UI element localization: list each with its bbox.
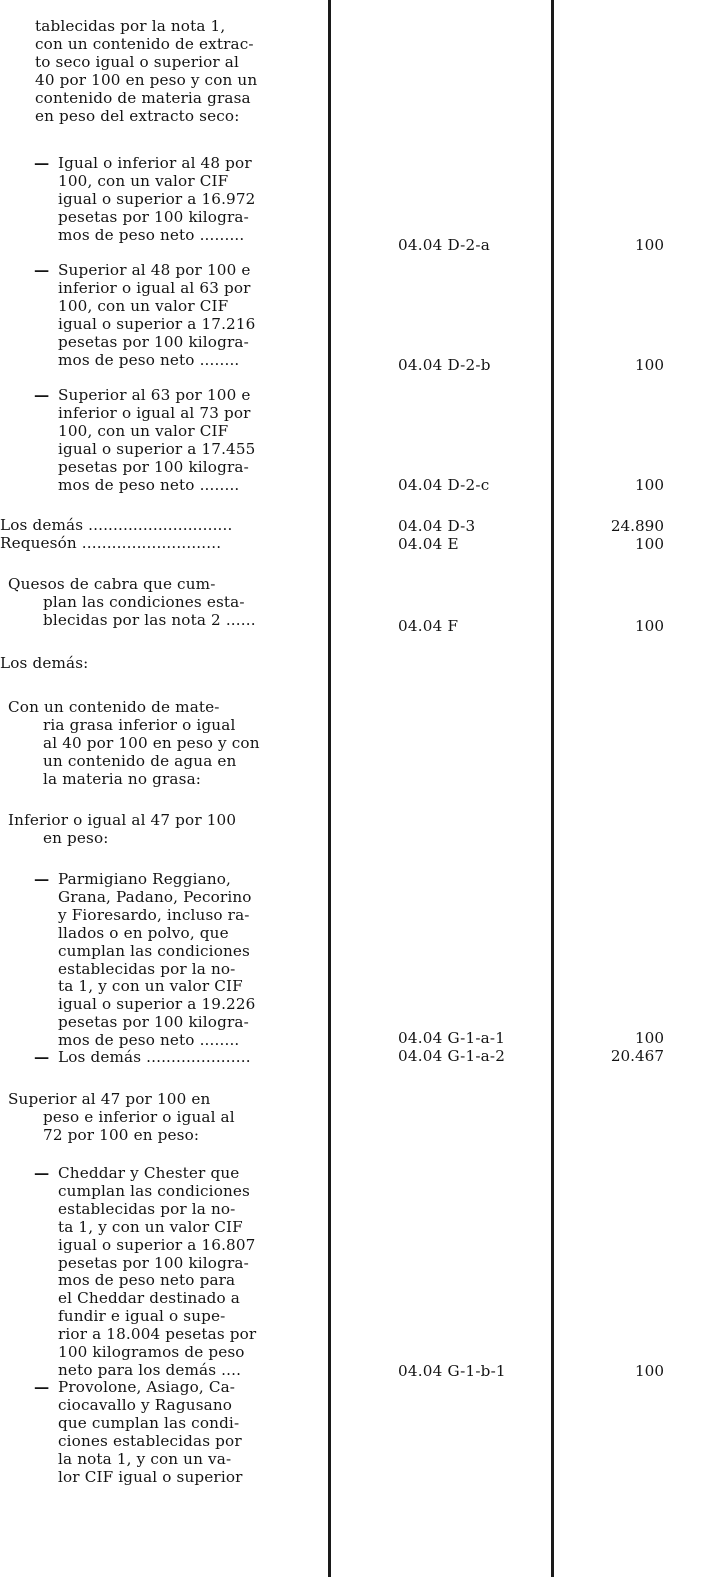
tariff-code: 04.04 G-1-a-2 — [398, 1047, 506, 1065]
item-f-description — [0, 576, 334, 630]
item-d2a-description — [0, 155, 326, 245]
em-dash-bullet: — — [34, 1048, 50, 1066]
text-line: en peso del extracto seco: — [35, 106, 240, 125]
tariff-code: 04.04 D-2-c — [398, 476, 490, 494]
text-line: 72 por 100 en peso: — [43, 1125, 200, 1144]
item-d3-description: Los demás ............................. — [0, 516, 233, 534]
tariff-code: 04.04 D-3 — [398, 517, 476, 535]
text-line: ta 1, y con un valor CIF — [58, 1217, 243, 1236]
text-line: cumplan las condiciones — [58, 1181, 250, 1200]
text-line: ta 1, y con un valor CIF — [58, 977, 243, 996]
text-line: contenido de materia grasa — [35, 88, 251, 107]
item-g1a1-description — [0, 871, 326, 1050]
em-dash-bullet: — — [34, 870, 50, 888]
tariff-code: 04.04 G-1-a-1 — [398, 1029, 506, 1047]
text-line: pesetas por 100 kilogra- — [58, 1253, 249, 1272]
text-line: 100, con un valor CIF — [58, 421, 229, 440]
text-line: igual o superior a 16.972 — [58, 189, 256, 208]
text-line: mos de peso neto ........ — [58, 475, 240, 494]
text-line: mos de peso neto para — [58, 1271, 236, 1290]
text-line: con un contenido de extrac- — [35, 34, 254, 53]
text-line: Los demás ..................... — [58, 1048, 251, 1066]
text-line: pesetas por 100 kilogra- — [58, 1013, 249, 1032]
text-line: 40 por 100 en peso y con un — [35, 70, 258, 89]
item-g1b1-description — [0, 1165, 326, 1380]
text-line: en peso: — [43, 828, 109, 847]
text-line: la materia no grasa: — [43, 769, 202, 788]
tariff-code: 04.04 G-1-b-1 — [398, 1362, 506, 1380]
text-line: igual o superior a 17.216 — [58, 314, 256, 333]
superior-47-heading — [0, 1091, 334, 1145]
duty-value: 100 — [635, 617, 664, 635]
text-line: pesetas por 100 kilogra- — [58, 457, 249, 476]
duty-value: 100 — [635, 1362, 664, 1380]
contenido-paragraph — [0, 699, 334, 789]
duty-value: 100 — [635, 476, 664, 494]
duty-value: 100 — [635, 356, 664, 374]
text-line: un contenido de agua en — [43, 751, 237, 770]
em-dash-bullet: — — [34, 261, 50, 279]
los-demas-heading: Los demás: — [0, 654, 89, 672]
duty-value: 100 — [635, 535, 664, 553]
text-line: ria grasa inferior o igual — [43, 715, 236, 734]
text-line: fundir e igual o supe- — [58, 1307, 226, 1326]
text-line: Cheddar y Chester que — [58, 1164, 240, 1182]
text-line: igual o superior a 19.226 — [58, 995, 256, 1014]
text-line: blecidas por las nota 2 ...... — [43, 610, 256, 629]
text-line: y Fioresardo, incluso ra- — [58, 905, 250, 924]
text-line: Parmigiano Reggiano, — [58, 870, 232, 888]
text-line: tablecidas por la nota 1, — [35, 17, 226, 35]
text-line: mos de peso neto ........ — [58, 1031, 240, 1050]
inferior-47-heading — [0, 812, 334, 848]
text-line: ciones establecidas por — [58, 1431, 242, 1450]
text-line: rior a 18.004 pesetas por — [58, 1325, 257, 1344]
item-provolone-description — [0, 1379, 326, 1486]
text-line: plan las condiciones esta- — [43, 592, 245, 611]
text-line: igual o superior a 17.455 — [58, 439, 256, 458]
text-line: ciocavallo y Ragusano — [58, 1395, 233, 1414]
text-line: pesetas por 100 kilogra- — [58, 332, 249, 351]
text-line: la nota 1, y con un va- — [58, 1449, 232, 1468]
text-line: pesetas por 100 kilogra- — [58, 207, 249, 226]
text-line: 100 kilogramos de peso — [58, 1343, 245, 1362]
text-line: el Cheddar destinado a — [58, 1289, 240, 1308]
intro-paragraph — [0, 18, 361, 125]
em-dash-bullet: — — [34, 1378, 50, 1396]
text-line: establecidas por la no- — [58, 959, 236, 978]
tariff-code: 04.04 F — [398, 617, 459, 635]
text-line: lor CIF igual o superior — [58, 1467, 243, 1486]
text-line: to seco igual o superior al — [35, 52, 240, 71]
text-line: Superior al 47 por 100 en — [8, 1090, 211, 1108]
tariff-code: 04.04 D-2-b — [398, 356, 491, 374]
text-line: igual o superior a 16.807 — [58, 1235, 256, 1254]
duty-value: 100 — [635, 236, 664, 254]
text-line: inferior o igual al 73 por — [58, 403, 251, 422]
tariff-code: 04.04 E — [398, 535, 459, 553]
text-line: llados o en polvo, que — [58, 923, 229, 942]
duty-value: 24.890 — [610, 517, 664, 535]
tariff-code: 04.04 D-2-a — [398, 236, 490, 254]
text-line: Provolone, Asiago, Ca- — [58, 1378, 236, 1396]
text-line: 100, con un valor CIF — [58, 296, 229, 315]
text-line: 100, con un valor CIF — [58, 171, 229, 190]
text-line: neto para los demás .... — [58, 1360, 242, 1379]
em-dash-bullet: — — [34, 1164, 50, 1182]
em-dash-bullet: — — [34, 154, 50, 172]
text-line: Superior al 48 por 100 e — [58, 261, 251, 279]
text-line: Quesos de cabra que cum- — [8, 575, 216, 593]
text-line: inferior o igual al 63 por — [58, 278, 251, 297]
item-d2b-description — [0, 262, 326, 369]
text-line: Igual o inferior al 48 por — [58, 154, 252, 172]
text-line: Inferior o igual al 47 por 100 — [8, 811, 237, 829]
duty-value: 20.467 — [610, 1047, 664, 1065]
text-line: Con un contenido de mate- — [8, 698, 220, 716]
text-line: cumplan las condiciones — [58, 941, 250, 960]
column-rule-right — [551, 0, 554, 1577]
text-line: mos de peso neto ........ — [58, 350, 240, 369]
text-line: Grana, Padano, Pecorino — [58, 887, 252, 906]
text-line: mos de peso neto ......... — [58, 225, 245, 244]
em-dash-bullet: — — [34, 386, 50, 404]
duty-value: 100 — [635, 1029, 664, 1047]
item-e-description: Requesón ............................ — [0, 534, 222, 552]
text-line: peso e inferior o igual al — [43, 1107, 235, 1126]
text-line: Superior al 63 por 100 e — [58, 386, 251, 404]
text-line: que cumplan las condi- — [58, 1413, 240, 1432]
item-d2c-description — [0, 387, 326, 494]
item-g1a2-description — [0, 1049, 326, 1067]
text-line: establecidas por la no- — [58, 1199, 236, 1218]
text-line: al 40 por 100 en peso y con — [43, 733, 260, 752]
